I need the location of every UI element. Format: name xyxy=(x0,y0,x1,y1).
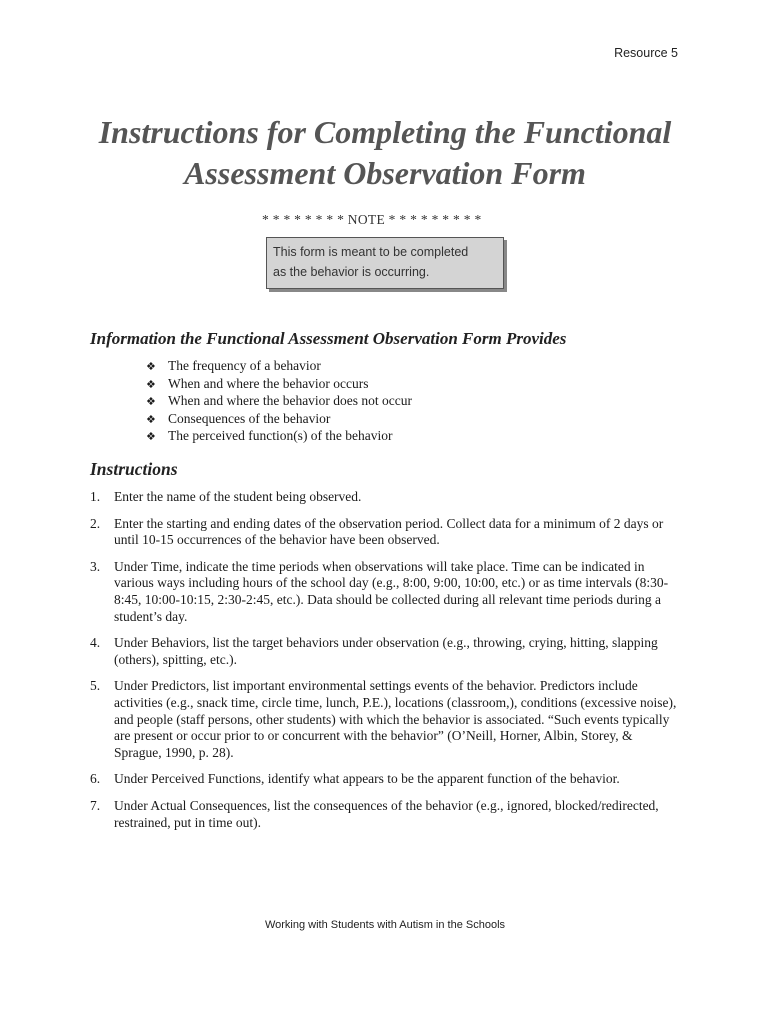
list-item xyxy=(146,411,412,429)
diamond-bullet-icon: ❖ xyxy=(146,360,156,373)
list-item-text: When and where the behavior occurs xyxy=(168,375,369,391)
note-header: * * * * * * * * NOTE * * * * * * * * * xyxy=(262,212,482,227)
list-item xyxy=(146,358,412,376)
resource-label: Resource 5 xyxy=(614,46,678,60)
instruction-step xyxy=(90,771,682,788)
instructions-list xyxy=(90,489,682,841)
provides-list xyxy=(146,358,412,446)
instruction-step xyxy=(90,489,682,506)
step-number: 7. xyxy=(90,797,101,813)
instruction-step xyxy=(90,678,682,761)
list-item xyxy=(146,428,412,446)
diamond-bullet-icon: ❖ xyxy=(146,395,156,409)
page-title xyxy=(0,112,770,194)
diamond-bullet-icon: ❖ xyxy=(146,412,156,426)
instructions-heading: Instructions xyxy=(90,459,178,479)
step-number: 6. xyxy=(90,771,101,787)
step-number: 3. xyxy=(90,558,101,574)
page-title-line-2: Assessment Observation Form xyxy=(184,155,586,191)
step-number: 2. xyxy=(90,515,101,531)
list-item-text: The frequency of a behavior xyxy=(168,358,321,373)
list-item-text: When and where the behavior does not occur xyxy=(168,393,413,409)
page-title-line-1: Instructions for Completing the Functional xyxy=(98,114,672,150)
note-line-1: This form is meant to be completed xyxy=(273,245,469,259)
step-text: Enter the starting and ending dates of the observation period. Collect data for a minimum of 2 days or until 10-15 occurrences of the behavior have been observed. xyxy=(114,515,664,548)
step-text: Under Actual Consequences, list the consequences of the behavior (e.g., ignored, blocked/redirected, restrained, put in time out). xyxy=(114,797,659,830)
step-number: 1. xyxy=(90,489,101,504)
list-item-text: Consequences of the behavior xyxy=(168,410,331,426)
step-text: Under Time, indicate the time periods when observations will take place. Time can be indicated in various ways including hours of the school day (e.g., 8:00, 9:00, 10:00, etc.) or as time intervals (8:30-8:45, 10:00-10:15, 2:30-2:45, etc.). Data should be collected during all relevant time periods during a student’s day. xyxy=(114,558,669,624)
list-item-text: The perceived function(s) of the behavior xyxy=(168,428,393,444)
step-text: Under Predictors, list important environmental settings events of the behavior. Predictors include activities (e.g., snack time, circle time, lunch, P.E.), locations (classroom,), conditions (excessive noise), and people (staff persons, other students) with which the behavior is associated. “Such events typically are present or occur prior to or concurrent with the behavior” (O’Neill, Horner, Albin, Storey, & Sprague, 1990, p. 28). xyxy=(114,678,677,760)
list-item xyxy=(146,393,412,411)
instruction-step xyxy=(90,516,682,549)
page-footer: Working with Students with Autism in the Schools xyxy=(264,919,506,931)
note-line-2: as the behavior is occurring. xyxy=(273,265,430,279)
instruction-step xyxy=(90,798,682,831)
provides-heading: Information the Functional Assessment Observation Form Provides xyxy=(90,329,567,348)
step-number: 5. xyxy=(90,678,101,694)
instruction-step xyxy=(90,635,682,668)
step-text: Enter the name of the student being observed. xyxy=(114,489,362,504)
list-item xyxy=(146,376,412,394)
diamond-bullet-icon: ❖ xyxy=(146,430,156,444)
note-box xyxy=(266,237,504,289)
step-text: Under Behaviors, list the target behaviors under observation (e.g., throwing, crying, hitting, slapping (others), spitting, etc.). xyxy=(114,635,658,667)
instruction-step xyxy=(90,559,682,625)
step-text: Under Perceived Functions, identify what appears to be the apparent function of the behavior. xyxy=(114,771,620,787)
diamond-bullet-icon: ❖ xyxy=(146,377,156,391)
step-number: 4. xyxy=(90,635,101,651)
